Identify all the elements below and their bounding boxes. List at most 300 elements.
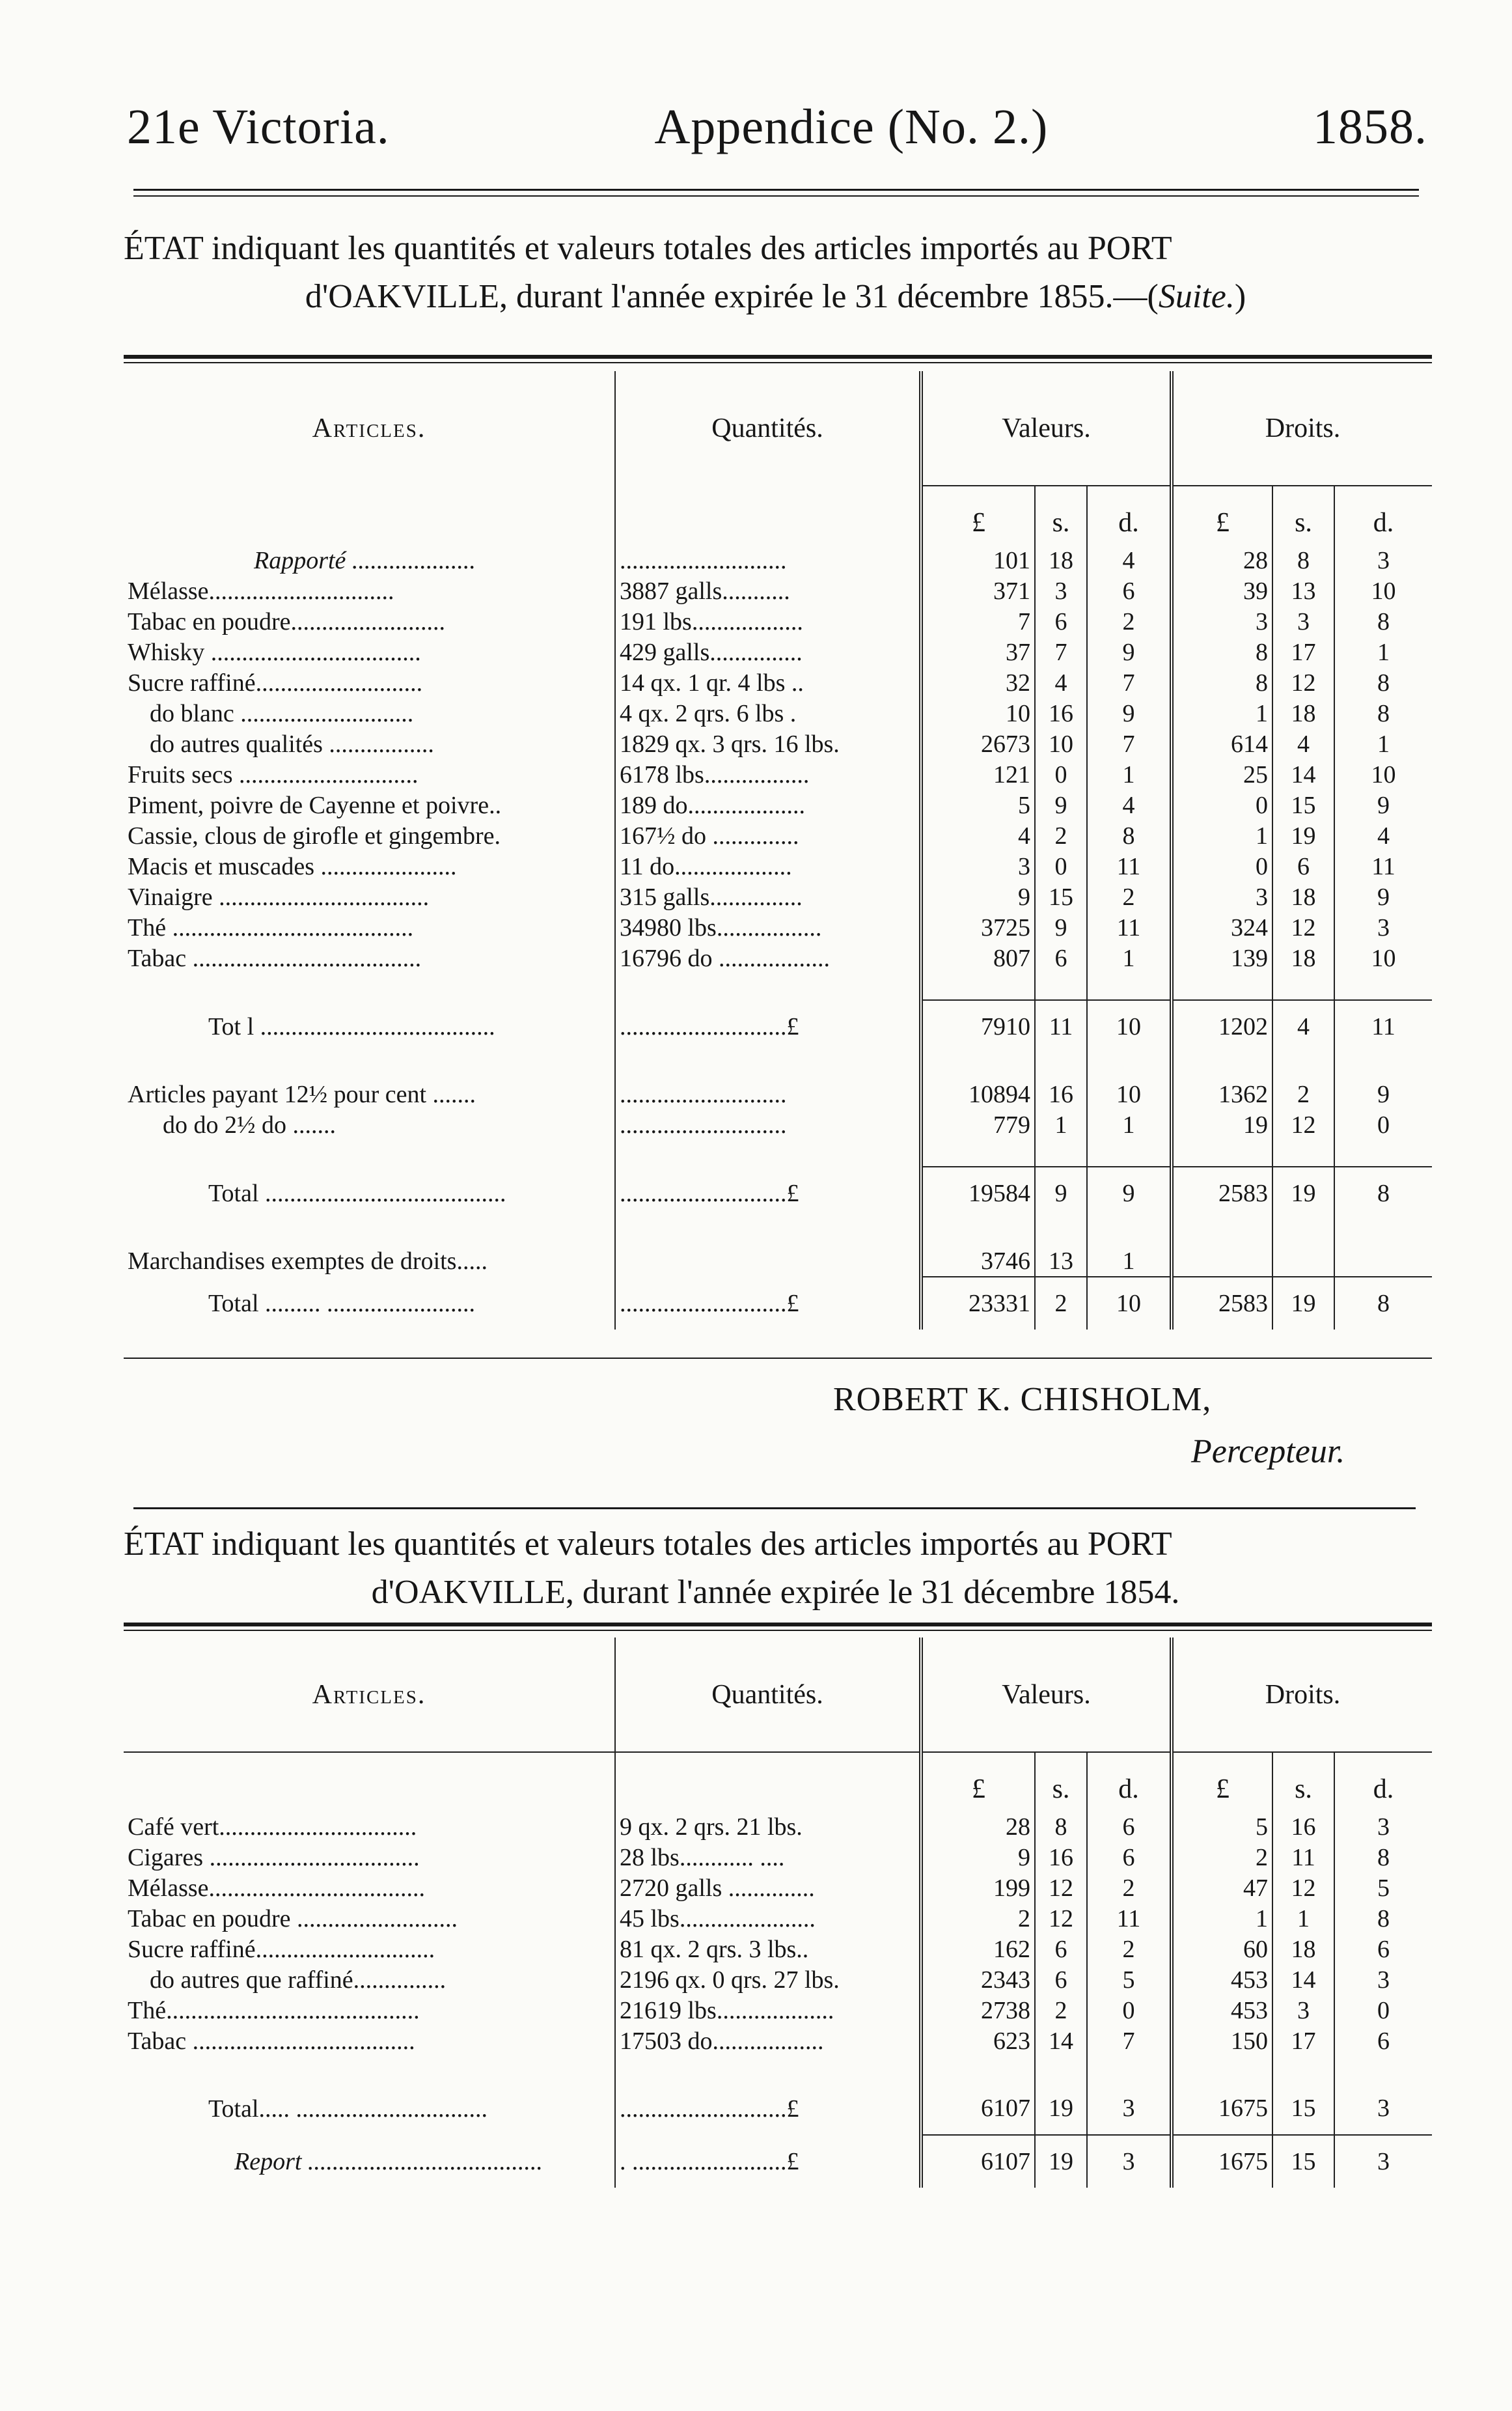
valeur-pence-cell: 2 <box>1087 1934 1172 1964</box>
valeur-pence-cell: 11 <box>1087 912 1172 943</box>
valeur-pounds-cell: 3725 <box>921 912 1035 943</box>
valeur-shillings-cell: 7 <box>1035 637 1087 667</box>
droit-pence-cell: 8 <box>1334 1277 1432 1330</box>
article-cell: Mélasse................................... <box>128 1874 426 1902</box>
head-rule-2 <box>133 195 1419 197</box>
article-cell: Total..... ............................... <box>208 2095 488 2123</box>
droit-pounds-cell: 453 <box>1172 1964 1272 1995</box>
table2-header-articles: Articles. <box>312 1679 426 1710</box>
quantity-cell: 2720 galls .............. <box>615 1873 921 1903</box>
droit-pence-cell: 8 <box>1334 1842 1432 1873</box>
table1 <box>124 371 1432 1330</box>
droit-pence-cell: 3 <box>1334 545 1432 576</box>
quantity-cell: 4 qx. 2 qrs. 6 lbs . <box>615 698 921 729</box>
droit-pounds-cell: 1202 <box>1172 1000 1272 1053</box>
valeur-pounds-cell: 5 <box>921 790 1035 820</box>
valeur-pence-cell: 7 <box>1087 2026 1172 2056</box>
table-row <box>124 1995 1432 2026</box>
valeur-shillings-cell: 9 <box>1035 912 1087 943</box>
valeur-pence-cell: 10 <box>1087 1000 1172 1053</box>
droit-pounds-cell: 2 <box>1172 1842 1272 1873</box>
valeur-pounds-cell: 623 <box>921 2026 1035 2056</box>
spacer-row <box>124 2056 1432 2082</box>
valeur-shillings-cell: 2 <box>1035 820 1087 851</box>
droit-pence-cell: 8 <box>1334 698 1432 729</box>
table1-unit-s-2: s. <box>1272 486 1334 545</box>
article-cell: Cigares .................................. <box>128 1843 420 1871</box>
droit-pounds-cell <box>1172 1246 1272 1277</box>
droit-pounds-cell: 1675 <box>1172 2135 1272 2188</box>
article-cell: Tabac en poudre......................... <box>128 607 446 635</box>
droit-pence-cell: 1 <box>1334 729 1432 759</box>
droit-shillings-cell: 3 <box>1272 606 1334 637</box>
quantity-cell <box>615 1246 921 1277</box>
valeur-pence-cell: 5 <box>1087 1964 1172 1995</box>
valeur-pounds-cell: 2 <box>921 1903 1035 1934</box>
droit-shillings-cell: 4 <box>1272 729 1334 759</box>
valeur-shillings-cell: 13 <box>1035 1246 1087 1277</box>
droit-pounds-cell: 2583 <box>1172 1167 1272 1219</box>
table-row <box>124 943 1432 973</box>
quantity-cell: ...........................£ <box>615 1277 921 1330</box>
table-row <box>124 1079 1432 1109</box>
valeur-pence-cell: 0 <box>1087 1995 1172 2026</box>
droit-pence-cell: 8 <box>1334 667 1432 698</box>
droit-shillings-cell: 18 <box>1272 1934 1334 1964</box>
droit-pounds-cell: 3 <box>1172 882 1272 912</box>
valeur-pounds-cell: 121 <box>921 759 1035 790</box>
valeur-pence-cell: 10 <box>1087 1277 1172 1330</box>
valeur-shillings-cell: 8 <box>1035 1811 1087 1842</box>
article-cell: Tabac en poudre .......................... <box>128 1904 458 1932</box>
valeur-shillings-cell: 2 <box>1035 1277 1087 1330</box>
droit-pence-cell: 0 <box>1334 1995 1432 2026</box>
droit-pounds-cell: 1 <box>1172 698 1272 729</box>
table1-unit-d: d. <box>1087 486 1172 545</box>
article-cell: Whisky .................................. <box>128 638 421 666</box>
droit-shillings-cell: 17 <box>1272 637 1334 667</box>
total-row <box>124 1277 1432 1330</box>
valeur-shillings-cell: 2 <box>1035 1995 1087 2026</box>
table1-unit-d-2: d. <box>1334 486 1432 545</box>
valeur-pounds-cell: 19584 <box>921 1167 1035 1219</box>
table2-unit-d: d. <box>1087 1752 1172 1811</box>
quantity-cell: 34980 lbs................. <box>615 912 921 943</box>
droit-pounds-cell: 2583 <box>1172 1277 1272 1330</box>
valeur-pence-cell: 6 <box>1087 1811 1172 1842</box>
article-cell: Rapporté .................... <box>254 546 476 574</box>
valeur-pounds-cell: 7 <box>921 606 1035 637</box>
droit-pounds-cell: 5 <box>1172 1811 1272 1842</box>
valeur-shillings-cell: 10 <box>1035 729 1087 759</box>
quantity-cell: 6178 lbs................. <box>615 759 921 790</box>
valeur-pence-cell: 6 <box>1087 576 1172 606</box>
article-cell: Articles payant 12½ pour cent ....... <box>128 1080 476 1108</box>
droit-pounds-cell: 60 <box>1172 1934 1272 1964</box>
table1-title-line2: d'OAKVILLE, durant l'année expirée le 31 décembre 1855.—(Suite.) <box>305 278 1246 315</box>
table1-top-rule <box>124 355 1432 359</box>
table-row <box>124 729 1432 759</box>
valeur-shillings-cell: 15 <box>1035 882 1087 912</box>
valeur-pence-cell: 9 <box>1087 637 1172 667</box>
table-row <box>124 1873 1432 1903</box>
droit-pounds-cell: 3 <box>1172 606 1272 637</box>
valeur-pence-cell: 7 <box>1087 729 1172 759</box>
droit-pounds-cell: 324 <box>1172 912 1272 943</box>
running-head-right: 1858. <box>1312 99 1427 154</box>
droit-pounds-cell: 614 <box>1172 729 1272 759</box>
quantity-cell: 429 galls............... <box>615 637 921 667</box>
droit-pence-cell: 1 <box>1334 637 1432 667</box>
droit-pence-cell: 8 <box>1334 1903 1432 1934</box>
spacer-row <box>124 1219 1432 1246</box>
valeur-shillings-cell: 16 <box>1035 1079 1087 1109</box>
valeur-pence-cell: 9 <box>1087 698 1172 729</box>
valeur-pounds-cell: 28 <box>921 1811 1035 1842</box>
head-rule <box>133 189 1419 191</box>
table1-title-line1: ÉTAT indiquant les quantités et valeurs totales des articles importés au PORT <box>124 230 1172 267</box>
droit-shillings-cell: 17 <box>1272 2026 1334 2056</box>
droit-shillings-cell: 18 <box>1272 882 1334 912</box>
section-rule <box>133 1507 1416 1509</box>
droit-pounds-cell: 150 <box>1172 2026 1272 2056</box>
droit-pounds-cell: 47 <box>1172 1873 1272 1903</box>
droit-pence-cell: 5 <box>1334 1873 1432 1903</box>
valeur-shillings-cell: 11 <box>1035 1000 1087 1053</box>
droit-pence-cell: 9 <box>1334 790 1432 820</box>
droit-pence-cell <box>1334 1246 1432 1277</box>
table-row <box>124 790 1432 820</box>
droit-shillings-cell: 15 <box>1272 2135 1334 2188</box>
droit-pence-cell: 4 <box>1334 820 1432 851</box>
droit-shillings-cell: 19 <box>1272 1167 1334 1219</box>
droit-shillings-cell: 2 <box>1272 1079 1334 1109</box>
valeur-pounds-cell: 199 <box>921 1873 1035 1903</box>
quantity-cell: 3887 galls........... <box>615 576 921 606</box>
valeur-pounds-cell: 10894 <box>921 1079 1035 1109</box>
droit-pounds-cell: 0 <box>1172 851 1272 882</box>
valeur-pence-cell: 2 <box>1087 606 1172 637</box>
valeur-pounds-cell: 7910 <box>921 1000 1035 1053</box>
valeur-pounds-cell: 779 <box>921 1109 1035 1140</box>
running-head-center: Appendice (No. 2.) <box>654 99 1049 154</box>
table-row <box>124 1934 1432 1964</box>
droit-pence-cell: 10 <box>1334 943 1432 973</box>
droit-shillings-cell: 13 <box>1272 576 1334 606</box>
valeur-shillings-cell: 12 <box>1035 1903 1087 1934</box>
valeur-shillings-cell: 1 <box>1035 1109 1087 1140</box>
droit-shillings-cell: 15 <box>1272 790 1334 820</box>
quantity-cell: 2196 qx. 0 qrs. 27 lbs. <box>615 1964 921 1995</box>
running-head <box>127 91 1427 163</box>
valeur-pounds-cell: 9 <box>921 882 1035 912</box>
table1-title <box>124 225 1427 321</box>
quantity-cell: 167½ do .............. <box>615 820 921 851</box>
valeur-pence-cell: 10 <box>1087 1079 1172 1109</box>
quantity-cell: 191 lbs.................. <box>615 606 921 637</box>
valeur-shillings-cell: 6 <box>1035 1964 1087 1995</box>
droit-shillings-cell: 12 <box>1272 1109 1334 1140</box>
valeur-pounds-cell: 807 <box>921 943 1035 973</box>
valeur-pence-cell: 1 <box>1087 943 1172 973</box>
table-row <box>124 1811 1432 1842</box>
quantity-cell: 17503 do.................. <box>615 2026 921 2056</box>
article-cell: do blanc ............................ <box>150 699 414 727</box>
valeur-shillings-cell: 6 <box>1035 943 1087 973</box>
valeur-shillings-cell: 0 <box>1035 851 1087 882</box>
spacer-row <box>124 973 1432 1000</box>
article-cell: do do 2½ do ....... <box>163 1111 336 1139</box>
droit-pounds-cell: 1675 <box>1172 2082 1272 2135</box>
valeur-pence-cell: 1 <box>1087 1109 1172 1140</box>
droit-shillings-cell: 12 <box>1272 667 1334 698</box>
droit-pounds-cell: 1362 <box>1172 1079 1272 1109</box>
table-row <box>124 1109 1432 1140</box>
droit-pounds-cell: 1 <box>1172 1903 1272 1934</box>
table1-unit-s: s. <box>1035 486 1087 545</box>
valeur-shillings-cell: 6 <box>1035 606 1087 637</box>
quantity-cell: 315 galls............... <box>615 882 921 912</box>
droit-shillings-cell: 19 <box>1272 1277 1334 1330</box>
article-cell: Tabac .................................... <box>128 2027 415 2055</box>
valeur-pounds-cell: 162 <box>921 1934 1035 1964</box>
droit-pounds-cell: 39 <box>1172 576 1272 606</box>
table2-top-rule-thin <box>124 1630 1432 1631</box>
droit-shillings-cell: 15 <box>1272 2082 1334 2135</box>
table-row <box>124 698 1432 729</box>
droit-pounds-cell: 0 <box>1172 790 1272 820</box>
table1-header-articles: Articles. <box>312 413 426 443</box>
valeur-pounds-cell: 2343 <box>921 1964 1035 1995</box>
droit-shillings-cell: 12 <box>1272 1873 1334 1903</box>
quantity-cell: ........................... <box>615 1079 921 1109</box>
table-row <box>124 2026 1432 2056</box>
article-cell: Macis et muscades ...................... <box>128 852 457 880</box>
quantity-cell: ...........................£ <box>615 2082 921 2135</box>
table-row <box>124 1903 1432 1934</box>
droit-pounds-cell: 453 <box>1172 1995 1272 2026</box>
spacer-row <box>124 1140 1432 1167</box>
valeur-pounds-cell: 10 <box>921 698 1035 729</box>
droit-pence-cell: 6 <box>1334 2026 1432 2056</box>
valeur-pence-cell: 4 <box>1087 790 1172 820</box>
total-row <box>124 2082 1432 2135</box>
article-cell: Cassie, clous de girofle et gingembre. <box>128 822 501 850</box>
valeur-pounds-cell: 3 <box>921 851 1035 882</box>
quantity-cell: ...........................£ <box>615 1000 921 1053</box>
signature-name: ROBERT K. CHISHOLM, <box>833 1381 1212 1418</box>
table2-header-valeurs: Valeurs. <box>921 1638 1172 1752</box>
quantity-cell: ...........................£ <box>615 1167 921 1219</box>
table1-header-valeurs: Valeurs. <box>921 371 1172 486</box>
valeur-pounds-cell: 23331 <box>921 1277 1035 1330</box>
droit-pence-cell: 10 <box>1334 759 1432 790</box>
article-cell: do autres qualités ................. <box>150 730 434 758</box>
valeur-shillings-cell: 6 <box>1035 1934 1087 1964</box>
droit-pence-cell: 8 <box>1334 606 1432 637</box>
table2-top-rule <box>124 1623 1432 1626</box>
table2-title <box>124 1520 1427 1617</box>
table-row <box>124 667 1432 698</box>
droit-pence-cell: 3 <box>1334 2135 1432 2188</box>
table-row <box>124 576 1432 606</box>
table2-unit-s-2: s. <box>1272 1752 1334 1811</box>
droit-pence-cell: 9 <box>1334 1079 1432 1109</box>
table1-header-droits: Droits. <box>1172 371 1432 486</box>
table-row <box>124 545 1432 576</box>
droit-pounds-cell: 8 <box>1172 637 1272 667</box>
table-row <box>124 851 1432 882</box>
spacer-row <box>124 1053 1432 1079</box>
droit-shillings-cell: 14 <box>1272 759 1334 790</box>
quantity-cell: ........................... <box>615 545 921 576</box>
quantity-cell: 14 qx. 1 qr. 4 lbs .. <box>615 667 921 698</box>
droit-pence-cell: 11 <box>1334 1000 1432 1053</box>
droit-pounds-cell: 139 <box>1172 943 1272 973</box>
valeur-pence-cell: 1 <box>1087 1246 1172 1277</box>
running-head-left: 21e Victoria. <box>127 99 390 154</box>
quantity-cell: 45 lbs...................... <box>615 1903 921 1934</box>
valeur-pence-cell: 9 <box>1087 1167 1172 1219</box>
article-cell: Sucre raffiné........................... <box>128 669 423 697</box>
article-cell: Thé ....................................... <box>128 913 414 941</box>
table1-bottom-rule <box>124 1358 1432 1359</box>
valeur-shillings-cell: 14 <box>1035 2026 1087 2056</box>
droit-shillings-cell: 16 <box>1272 1811 1334 1842</box>
valeur-pence-cell: 2 <box>1087 882 1172 912</box>
droit-shillings-cell: 4 <box>1272 1000 1334 1053</box>
article-cell: Tabac ..................................... <box>128 944 422 972</box>
valeur-shillings-cell: 3 <box>1035 576 1087 606</box>
quantity-cell: 16796 do .................. <box>615 943 921 973</box>
valeur-pence-cell: 8 <box>1087 820 1172 851</box>
valeur-pence-cell: 11 <box>1087 1903 1172 1934</box>
article-cell: Total ....................................... <box>208 1179 506 1207</box>
valeur-shillings-cell: 0 <box>1035 759 1087 790</box>
table2-title-line1: ÉTAT indiquant les quantités et valeurs totales des articles importés au PORT <box>124 1526 1172 1563</box>
valeur-pence-cell: 2 <box>1087 1873 1172 1903</box>
valeur-pence-cell: 1 <box>1087 759 1172 790</box>
article-cell: Fruits secs ............................. <box>128 760 419 788</box>
article-cell: Marchandises exemptes de droits..... <box>128 1247 488 1275</box>
table-row <box>124 606 1432 637</box>
quantity-cell: 28 lbs............ .... <box>615 1842 921 1873</box>
table2-unit-s: s. <box>1035 1752 1087 1811</box>
droit-pounds-cell: 19 <box>1172 1109 1272 1140</box>
droit-shillings-cell <box>1272 1246 1334 1277</box>
droit-pence-cell: 6 <box>1334 1934 1432 1964</box>
quantity-cell: 21619 lbs................... <box>615 1995 921 2026</box>
valeur-pounds-cell: 32 <box>921 667 1035 698</box>
valeur-shillings-cell: 16 <box>1035 698 1087 729</box>
valeur-pounds-cell: 6107 <box>921 2082 1035 2135</box>
droit-pence-cell: 8 <box>1334 1167 1432 1219</box>
article-cell: Café vert................................ <box>128 1813 417 1841</box>
quantity-cell: 189 do................... <box>615 790 921 820</box>
droit-shillings-cell: 1 <box>1272 1903 1334 1934</box>
droit-pence-cell: 3 <box>1334 2082 1432 2135</box>
quantity-cell: 81 qx. 2 qrs. 3 lbs.. <box>615 1934 921 1964</box>
valeur-shillings-cell: 9 <box>1035 790 1087 820</box>
droit-shillings-cell: 19 <box>1272 820 1334 851</box>
article-cell: Piment, poivre de Cayenne et poivre.. <box>128 791 502 819</box>
valeur-shillings-cell: 16 <box>1035 1842 1087 1873</box>
valeur-pence-cell: 6 <box>1087 1842 1172 1873</box>
valeur-pounds-cell: 2673 <box>921 729 1035 759</box>
valeur-pounds-cell: 37 <box>921 637 1035 667</box>
valeur-pence-cell: 4 <box>1087 545 1172 576</box>
article-cell: Vinaigre .................................. <box>128 883 430 911</box>
valeur-pounds-cell: 101 <box>921 545 1035 576</box>
total-row <box>124 1167 1432 1219</box>
droit-shillings-cell: 18 <box>1272 943 1334 973</box>
valeur-shillings-cell: 19 <box>1035 2082 1087 2135</box>
table2 <box>124 1638 1432 2188</box>
valeur-pounds-cell: 2738 <box>921 1995 1035 2026</box>
valeur-pounds-cell: 3746 <box>921 1246 1035 1277</box>
article-cell: Sucre raffiné............................. <box>128 1935 435 1963</box>
article-cell: do autres que raffiné............... <box>150 1966 447 1994</box>
droit-pounds-cell: 8 <box>1172 667 1272 698</box>
valeur-pounds-cell: 371 <box>921 576 1035 606</box>
table1-unit-pound-2: £ <box>1172 486 1272 545</box>
table2-unit-d-2: d. <box>1334 1752 1432 1811</box>
valeur-pounds-cell: 9 <box>921 1842 1035 1873</box>
quantity-cell: . .........................£ <box>615 2135 921 2188</box>
valeur-pence-cell: 3 <box>1087 2082 1172 2135</box>
droit-shillings-cell: 3 <box>1272 1995 1334 2026</box>
article-cell: Tot l ...................................... <box>208 1012 495 1040</box>
table1-unit-pound: £ <box>921 486 1035 545</box>
droit-pounds-cell: 25 <box>1172 759 1272 790</box>
table1-header-quantites: Quantités. <box>615 371 921 486</box>
droit-pence-cell: 9 <box>1334 882 1432 912</box>
signature-title: Percepteur. <box>1191 1433 1345 1470</box>
table2-title-line2: d'OAKVILLE, durant l'année expirée le 31 décembre 1854. <box>371 1574 1180 1611</box>
droit-pence-cell: 3 <box>1334 912 1432 943</box>
valeur-pounds-cell: 4 <box>921 820 1035 851</box>
valeur-pence-cell: 7 <box>1087 667 1172 698</box>
table-row <box>124 912 1432 943</box>
quantity-cell: 11 do................... <box>615 851 921 882</box>
article-cell: Report ...................................... <box>234 2147 543 2175</box>
droit-shillings-cell: 14 <box>1272 1964 1334 1995</box>
table1-top-rule-thin <box>124 362 1432 363</box>
droit-shillings-cell: 8 <box>1272 545 1334 576</box>
droit-pounds-cell: 1 <box>1172 820 1272 851</box>
total-row <box>124 1000 1432 1053</box>
article-cell: Total ......... ........................ <box>208 1289 476 1317</box>
quantity-cell: 1829 qx. 3 qrs. 16 lbs. <box>615 729 921 759</box>
droit-shillings-cell: 18 <box>1272 698 1334 729</box>
droit-shillings-cell: 6 <box>1272 851 1334 882</box>
table-row <box>124 1842 1432 1873</box>
table2-unit-pound: £ <box>921 1752 1035 1811</box>
valeur-shillings-cell: 4 <box>1035 667 1087 698</box>
table2-header-quantites: Quantités. <box>615 1638 921 1752</box>
quantity-cell: 9 qx. 2 qrs. 21 lbs. <box>615 1811 921 1842</box>
table2-header-droits: Droits. <box>1172 1638 1432 1752</box>
droit-shillings-cell: 12 <box>1272 912 1334 943</box>
valeur-pounds-cell: 6107 <box>921 2135 1035 2188</box>
valeur-pence-cell: 11 <box>1087 851 1172 882</box>
droit-pence-cell: 3 <box>1334 1964 1432 1995</box>
table2-unit-pound-2: £ <box>1172 1752 1272 1811</box>
article-cell: Mélasse.............................. <box>128 577 394 605</box>
table-row <box>124 759 1432 790</box>
droit-shillings-cell: 11 <box>1272 1842 1334 1873</box>
valeur-shillings-cell: 19 <box>1035 2135 1087 2188</box>
